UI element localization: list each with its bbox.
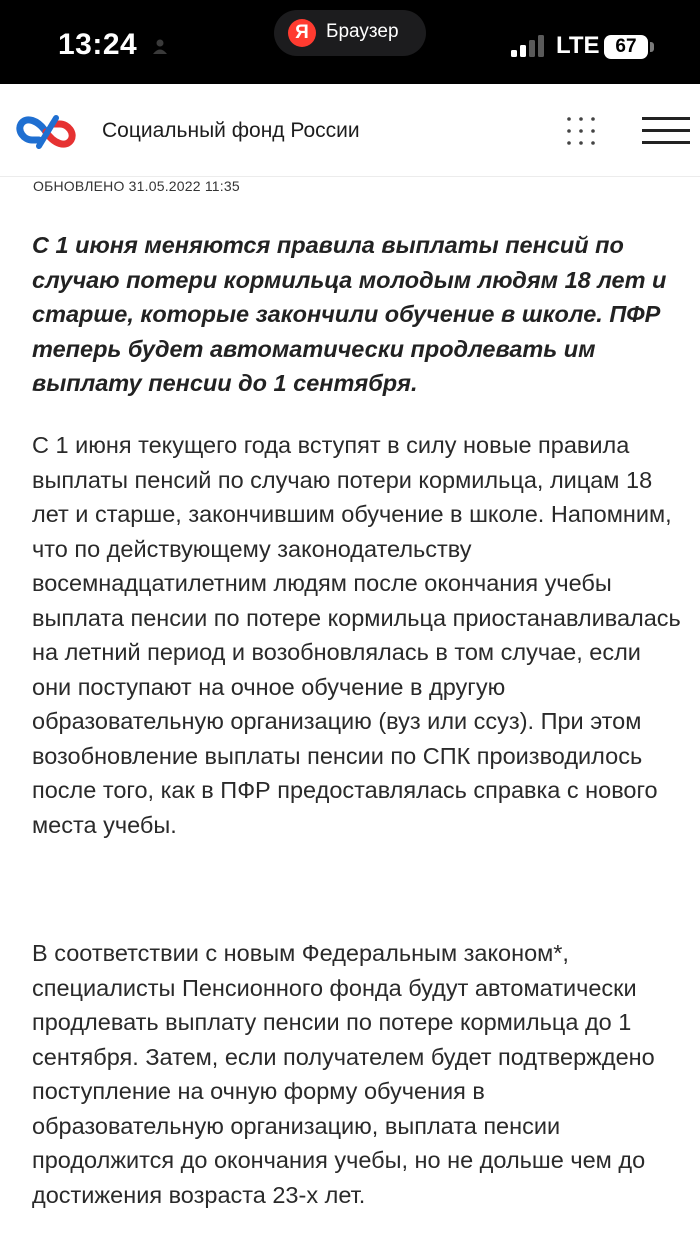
status-time: 13:24 [58, 28, 138, 61]
status-bar [0, 0, 700, 84]
network-type: LTE [556, 32, 600, 59]
article-lead: С 1 июня меняются правила выплаты пенсий по случаю потери кормильца молодым людям 18 лет и старше, которые закончили обучение в школе. ПФР теперь будет автоматически продлевать им выплату пенсии до 1 сентября. [32, 232, 667, 396]
signal-icon [510, 34, 548, 58]
battery-nub [650, 42, 654, 52]
article-paragraph: С 1 июня текущего года вступят в силу новые правила выплаты пенсий по случаю потери кормильца, лицам 18 лет и старше, закончившим обучение в школе. Напомним, что по действующему законодательству восемнадцатилетним людям после окончания учебы выплата пенсии по потере кормильца приостанавливалась на летний период и возобновлялась в том случае, если они поступают на очное обучение в другую образовательную организацию (вуз или ссуз). При этом возобновление выплаты пенсии по СПК производилось после того, как в ПФР предоставлялась справка с нового места учебы. [32, 432, 681, 838]
hamburger-menu-icon[interactable] [642, 116, 690, 146]
grid-dots-icon[interactable] [566, 116, 596, 146]
site-header [0, 84, 700, 177]
battery-icon: 67 [604, 35, 648, 59]
updated-date: ОБНОВЛЕНО 31.05.2022 11:35 [33, 178, 240, 194]
sfr-logo-icon[interactable] [16, 110, 76, 154]
person-icon [152, 38, 168, 54]
article-paragraph: В соответствии с новым Федеральным законом*, специалисты Пенсионного фонда будут автоматически продлевать выплату пенсии по потере кормильца до 1 сентября. Затем, если получателем будет подтверждено поступление на очную форму обучения в образовательную организацию, выплата пенсии продолжится до окончания учебы, но не дольше чем до достижения возраста 23-х лет. [32, 940, 655, 1208]
browser-pill[interactable] [274, 10, 426, 56]
site-title[interactable]: Социальный фонд России [102, 119, 360, 142]
browser-label: Браузер [326, 21, 399, 42]
yandex-icon: Я [288, 19, 316, 47]
